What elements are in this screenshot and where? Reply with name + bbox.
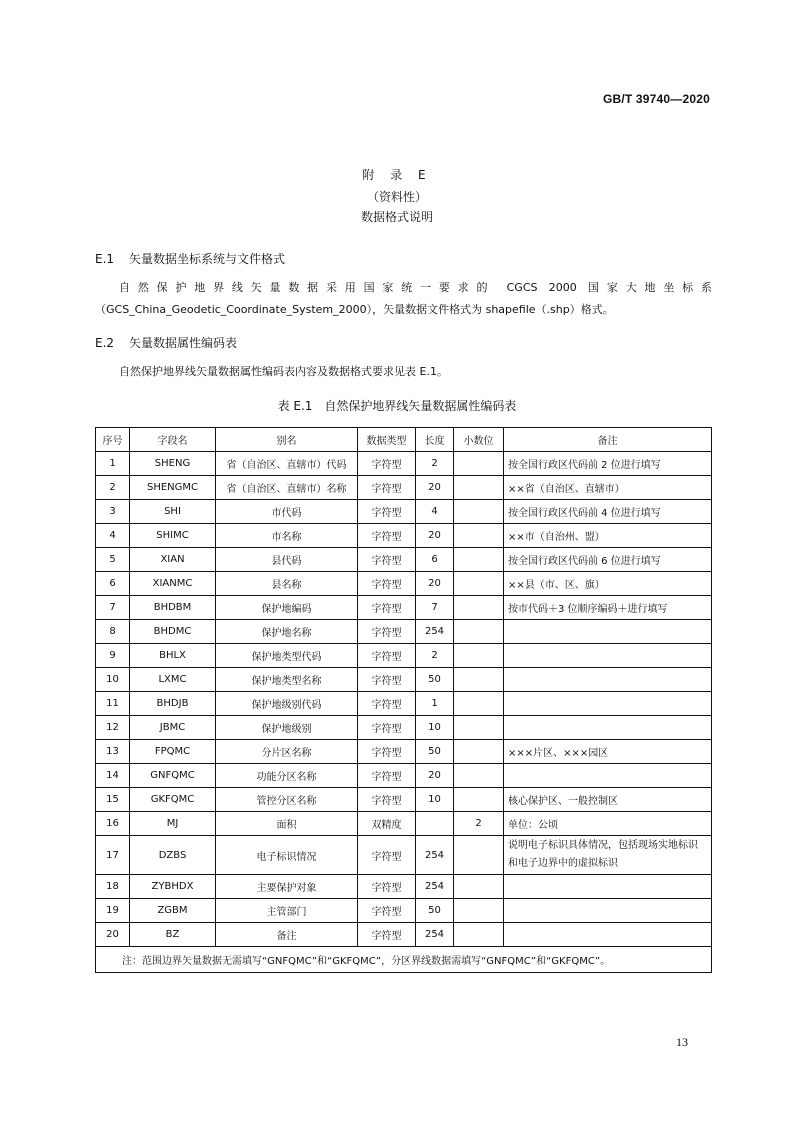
cell-seq: 17 (96, 836, 130, 875)
cell-length: 20 (416, 572, 454, 596)
section-heading-e1 (95, 250, 285, 267)
table-row (96, 644, 712, 668)
cell-alias: 保护地级别 (216, 716, 358, 740)
cell-length: 50 (416, 899, 454, 923)
cell-alias: 市代码 (216, 500, 358, 524)
cell-remark: 说明电子标识具体情况，包括现场实地标识和电子边界中的虚拟标识 (504, 836, 712, 875)
cell-decimals (454, 620, 504, 644)
cell-remark (504, 668, 712, 692)
attribute-code-table (95, 427, 712, 973)
cell-decimals (454, 692, 504, 716)
cell-decimals (454, 572, 504, 596)
cell-alias: 功能分区名称 (216, 764, 358, 788)
cell-field-name: BHDMC (130, 620, 216, 644)
cell-length: 20 (416, 764, 454, 788)
cell-data-type: 字符型 (358, 500, 416, 524)
cell-remark (504, 764, 712, 788)
cell-remark: 按全国行政区代码前 4 位进行填写 (504, 500, 712, 524)
cell-data-type: 字符型 (358, 644, 416, 668)
cell-alias: 面积 (216, 812, 358, 836)
cell-length: 2 (416, 452, 454, 476)
cell-length: 1 (416, 692, 454, 716)
appendix-title: 附 录 E (362, 168, 432, 182)
column-header: 长度 (416, 428, 454, 452)
cell-length: 254 (416, 923, 454, 947)
table-row (96, 740, 712, 764)
column-header: 别名 (216, 428, 358, 452)
cell-field-name: BZ (130, 923, 216, 947)
cell-decimals (454, 764, 504, 788)
table-row (96, 572, 712, 596)
cell-data-type: 字符型 (358, 692, 416, 716)
column-header: 数据类型 (358, 428, 416, 452)
cell-remark: 单位：公顷 (504, 812, 712, 836)
table-row (96, 875, 712, 899)
cell-field-name: XIAN (130, 548, 216, 572)
cell-data-type: 字符型 (358, 524, 416, 548)
cell-decimals (454, 788, 504, 812)
cell-decimals (454, 596, 504, 620)
section-heading-e2 (95, 334, 237, 351)
table-row (96, 899, 712, 923)
section-number: E.1 (95, 252, 115, 266)
cell-length: 10 (416, 788, 454, 812)
cell-alias: 保护地级别代码 (216, 692, 358, 716)
cell-remark (504, 644, 712, 668)
section-paragraph-e1: 自然保护地界线矢量数据采用国家统一要求的 CGCS 2000 国家大地坐标系（GCS_China_Geodetic_Coordinate_System_2000），矢量数据文件格式为 shapefile（.shp）格式。 (95, 281, 712, 316)
cell-seq: 6 (96, 572, 130, 596)
cell-length: 254 (416, 875, 454, 899)
cell-alias: 主要保护对象 (216, 875, 358, 899)
cell-seq: 5 (96, 548, 130, 572)
table-row (96, 452, 712, 476)
table-caption: 表 E.1 自然保护地界线矢量数据属性编码表 (277, 399, 517, 413)
cell-alias: 省（自治区、直辖市）名称 (216, 476, 358, 500)
table-row (96, 620, 712, 644)
cell-seq: 19 (96, 899, 130, 923)
cell-data-type: 字符型 (358, 923, 416, 947)
table-row (96, 788, 712, 812)
column-header: 小数位 (454, 428, 504, 452)
cell-field-name: BHDJB (130, 692, 216, 716)
cell-length: 2 (416, 644, 454, 668)
cell-alias: 保护地编码 (216, 596, 358, 620)
cell-length: 254 (416, 620, 454, 644)
cell-decimals (454, 548, 504, 572)
cell-remark (504, 692, 712, 716)
cell-data-type: 字符型 (358, 764, 416, 788)
appendix-nature: （资料性） (366, 190, 427, 204)
cell-remark: 按全国行政区代码前 6 位进行填写 (504, 548, 712, 572)
table-row (96, 692, 712, 716)
table-row (96, 548, 712, 572)
cell-decimals (454, 836, 504, 875)
cell-decimals (454, 500, 504, 524)
cell-field-name: SHENG (130, 452, 216, 476)
cell-remark (504, 620, 712, 644)
cell-seq: 7 (96, 596, 130, 620)
table-row (96, 500, 712, 524)
cell-data-type: 双精度 (358, 812, 416, 836)
cell-seq: 10 (96, 668, 130, 692)
section-title: 矢量数据坐标系统与文件格式 (129, 252, 286, 266)
table-row (96, 812, 712, 836)
cell-field-name: ZYBHDX (130, 875, 216, 899)
cell-seq: 9 (96, 644, 130, 668)
cell-data-type: 字符型 (358, 836, 416, 875)
cell-field-name: JBMC (130, 716, 216, 740)
cell-data-type: 字符型 (358, 548, 416, 572)
cell-alias: 分片区名称 (216, 740, 358, 764)
cell-remark (504, 875, 712, 899)
cell-alias: 管控分区名称 (216, 788, 358, 812)
cell-field-name: BHDBM (130, 596, 216, 620)
cell-data-type: 字符型 (358, 788, 416, 812)
table-row (96, 524, 712, 548)
cell-remark (504, 716, 712, 740)
cell-field-name: ZGBM (130, 899, 216, 923)
cell-seq: 20 (96, 923, 130, 947)
cell-seq: 11 (96, 692, 130, 716)
cell-length: 50 (416, 740, 454, 764)
cell-field-name: SHIMC (130, 524, 216, 548)
cell-seq: 16 (96, 812, 130, 836)
cell-decimals (454, 875, 504, 899)
cell-field-name: BHLX (130, 644, 216, 668)
cell-decimals (454, 476, 504, 500)
cell-field-name: GKFQMC (130, 788, 216, 812)
cell-remark (504, 899, 712, 923)
page-number: 13 (676, 1035, 688, 1049)
table-row (96, 764, 712, 788)
cell-length (416, 812, 454, 836)
section-paragraph-e2: 自然保护地界线矢量数据属性编码表内容及数据格式要求见表 E.1。 (119, 365, 448, 378)
cell-remark: ×××片区、×××园区 (504, 740, 712, 764)
cell-field-name: DZBS (130, 836, 216, 875)
cell-remark: 按市代码＋3 位顺序编码＋进行填写 (504, 596, 712, 620)
cell-seq: 4 (96, 524, 130, 548)
column-header: 序号 (96, 428, 130, 452)
cell-decimals (454, 644, 504, 668)
table-row (96, 716, 712, 740)
cell-data-type: 字符型 (358, 572, 416, 596)
cell-length: 6 (416, 548, 454, 572)
cell-data-type: 字符型 (358, 716, 416, 740)
cell-data-type: 字符型 (358, 740, 416, 764)
cell-alias: 省（自治区、直辖市）代码 (216, 452, 358, 476)
cell-alias: 县名称 (216, 572, 358, 596)
cell-alias: 电子标识情况 (216, 836, 358, 875)
cell-field-name: LXMC (130, 668, 216, 692)
cell-alias: 主管部门 (216, 899, 358, 923)
table-row (96, 668, 712, 692)
cell-length: 20 (416, 524, 454, 548)
cell-decimals (454, 524, 504, 548)
table-header-row (96, 428, 712, 452)
cell-field-name: SHI (130, 500, 216, 524)
cell-decimals (454, 452, 504, 476)
table-row (96, 476, 712, 500)
table-row (96, 923, 712, 947)
section-title: 矢量数据属性编码表 (129, 336, 238, 350)
cell-decimals (454, 668, 504, 692)
cell-alias: 保护地名称 (216, 620, 358, 644)
table-note: 注：范围边界矢量数据无需填写“GNFQMC”和“GKFQMC”，分区界线数据需填写“GNFQMC”和“GKFQMC”。 (96, 947, 712, 973)
standard-code: GB/T 39740—2020 (602, 92, 710, 106)
cell-data-type: 字符型 (358, 899, 416, 923)
cell-length: 7 (416, 596, 454, 620)
cell-alias: 县代码 (216, 548, 358, 572)
cell-remark: ××市（自治州、盟） (504, 524, 712, 548)
cell-data-type: 字符型 (358, 596, 416, 620)
cell-seq: 12 (96, 716, 130, 740)
cell-alias: 市名称 (216, 524, 358, 548)
cell-seq: 13 (96, 740, 130, 764)
cell-data-type: 字符型 (358, 620, 416, 644)
cell-decimals: 2 (454, 812, 504, 836)
cell-alias: 备注 (216, 923, 358, 947)
cell-field-name: GNFQMC (130, 764, 216, 788)
cell-field-name: FPQMC (130, 740, 216, 764)
cell-data-type: 字符型 (358, 668, 416, 692)
cell-decimals (454, 923, 504, 947)
cell-data-type: 字符型 (358, 452, 416, 476)
cell-seq: 15 (96, 788, 130, 812)
cell-seq: 8 (96, 620, 130, 644)
cell-alias: 保护地类型名称 (216, 668, 358, 692)
cell-seq: 18 (96, 875, 130, 899)
cell-seq: 2 (96, 476, 130, 500)
cell-field-name: MJ (130, 812, 216, 836)
appendix-subtitle: 数据格式说明 (360, 210, 433, 224)
table-row (96, 836, 712, 875)
cell-remark: 核心保护区、一般控制区 (504, 788, 712, 812)
cell-decimals (454, 716, 504, 740)
cell-length: 254 (416, 836, 454, 875)
cell-length: 4 (416, 500, 454, 524)
cell-remark: 按全国行政区代码前 2 位进行填写 (504, 452, 712, 476)
cell-length: 50 (416, 668, 454, 692)
cell-remark: ××县（市、区、旗） (504, 572, 712, 596)
cell-field-name: XIANMC (130, 572, 216, 596)
column-header: 字段名 (130, 428, 216, 452)
cell-remark (504, 923, 712, 947)
cell-data-type: 字符型 (358, 875, 416, 899)
cell-decimals (454, 899, 504, 923)
cell-alias: 保护地类型代码 (216, 644, 358, 668)
cell-seq: 1 (96, 452, 130, 476)
cell-seq: 14 (96, 764, 130, 788)
column-header: 备注 (504, 428, 712, 452)
cell-seq: 3 (96, 500, 130, 524)
cell-remark: ××省（自治区、直辖市） (504, 476, 712, 500)
cell-decimals (454, 740, 504, 764)
section-number: E.2 (95, 336, 115, 350)
table-note-row (96, 947, 712, 973)
cell-length: 20 (416, 476, 454, 500)
table-row (96, 596, 712, 620)
cell-field-name: SHENGMC (130, 476, 216, 500)
cell-data-type: 字符型 (358, 476, 416, 500)
cell-length: 10 (416, 716, 454, 740)
